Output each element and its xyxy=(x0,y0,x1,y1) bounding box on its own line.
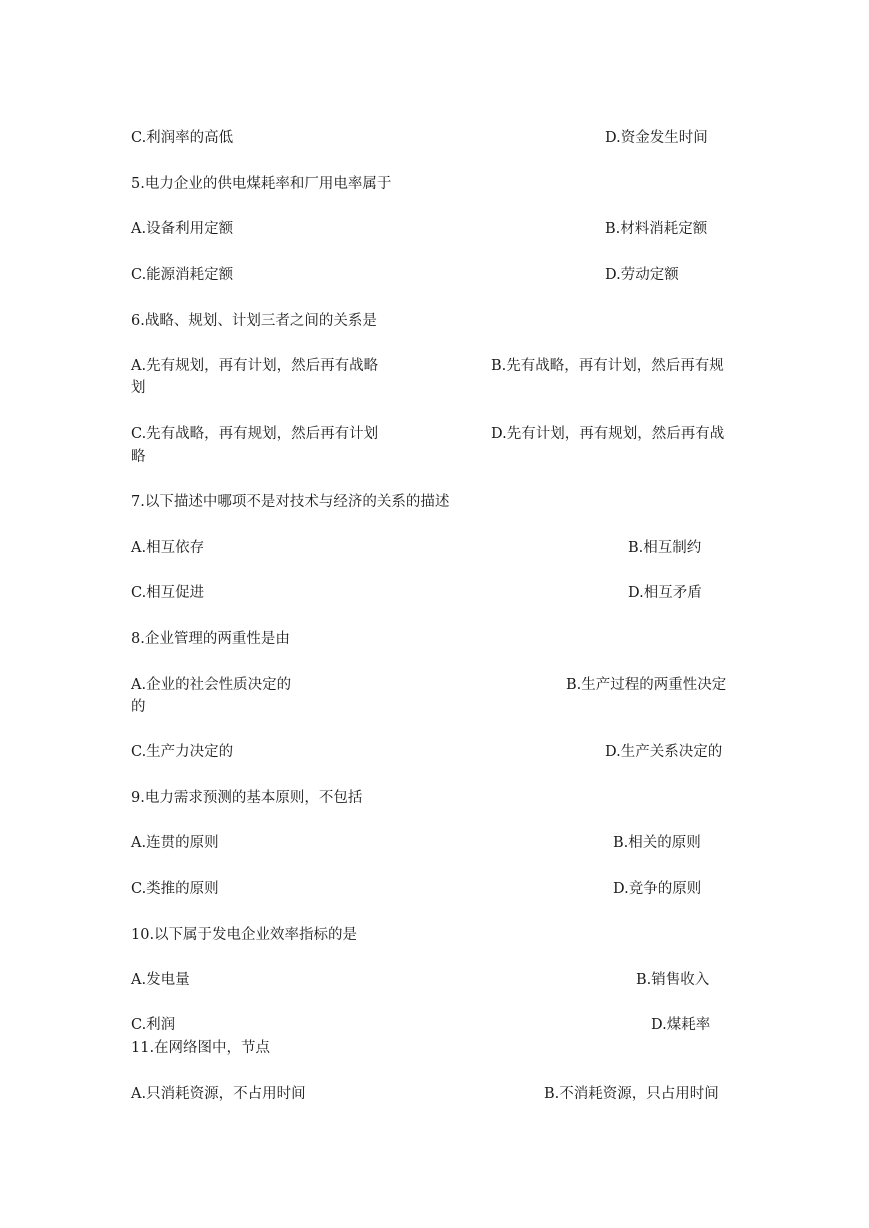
option-text: C.类推的原则 xyxy=(131,881,219,897)
option-text: A.设备利用定额 xyxy=(131,221,234,237)
option-text: C.相互促进 xyxy=(131,585,205,601)
option-text: A.相互依存 xyxy=(131,540,205,556)
option-text: C.生产力决定的 xyxy=(131,744,234,760)
option-text: A.先有规划，再有计划，然后再有战略 xyxy=(131,358,379,374)
option-text: B.先有战略，再有计划，然后再有规 xyxy=(491,358,724,374)
option-text: B.相互制约 xyxy=(628,540,702,556)
question-text: 9.电力需求预测的基本原则，不包括 xyxy=(131,790,363,806)
option-text: C.先有战略，再有规划，然后再有计划 xyxy=(131,426,379,442)
option-text: A.发电量 xyxy=(131,972,190,988)
question-text: 8.企业管理的两重性是由 xyxy=(131,631,290,647)
option-text: C.利润率的高低 xyxy=(131,130,234,146)
option-text: B.相关的原则 xyxy=(613,835,701,851)
option-text-wrap: 的 xyxy=(131,699,146,715)
option-text: D.竞争的原则 xyxy=(613,881,702,897)
option-text: B.不消耗资源，只占用时间 xyxy=(544,1086,719,1102)
option-text: C.能源消耗定额 xyxy=(131,267,234,283)
option-text: B.材料消耗定额 xyxy=(605,221,708,237)
option-text: A.连贯的原则 xyxy=(131,835,219,851)
option-text: D.相互矛盾 xyxy=(628,585,702,601)
option-text: D.资金发生时间 xyxy=(605,130,708,146)
option-text: B.销售收入 xyxy=(636,972,710,988)
option-text: D.煤耗率 xyxy=(651,1017,711,1033)
option-text: A.企业的社会性质决定的 xyxy=(131,677,292,693)
option-text: B.生产过程的两重性决定 xyxy=(566,677,727,693)
question-text: 7.以下描述中哪项不是对技术与经济的关系的描述 xyxy=(131,494,450,510)
option-text: A.只消耗资源，不占用时间 xyxy=(131,1086,306,1102)
option-text-wrap: 略 xyxy=(131,449,146,465)
question-text: 5.电力企业的供电煤耗率和厂用电率属于 xyxy=(131,176,392,192)
question-text: 6.战略、规划、计划三者之间的关系是 xyxy=(131,313,377,329)
option-text: D.劳动定额 xyxy=(605,267,679,283)
option-text: C.利润 xyxy=(131,1017,176,1033)
question-text: 10.以下属于发电企业效率指标的是 xyxy=(131,927,358,943)
option-text-wrap: 划 xyxy=(131,380,146,396)
option-text: D.生产关系决定的 xyxy=(605,744,723,760)
option-text: D.先有计划，再有规划，然后再有战 xyxy=(491,426,725,442)
question-text: 11.在网络图中，节点 xyxy=(131,1040,271,1056)
